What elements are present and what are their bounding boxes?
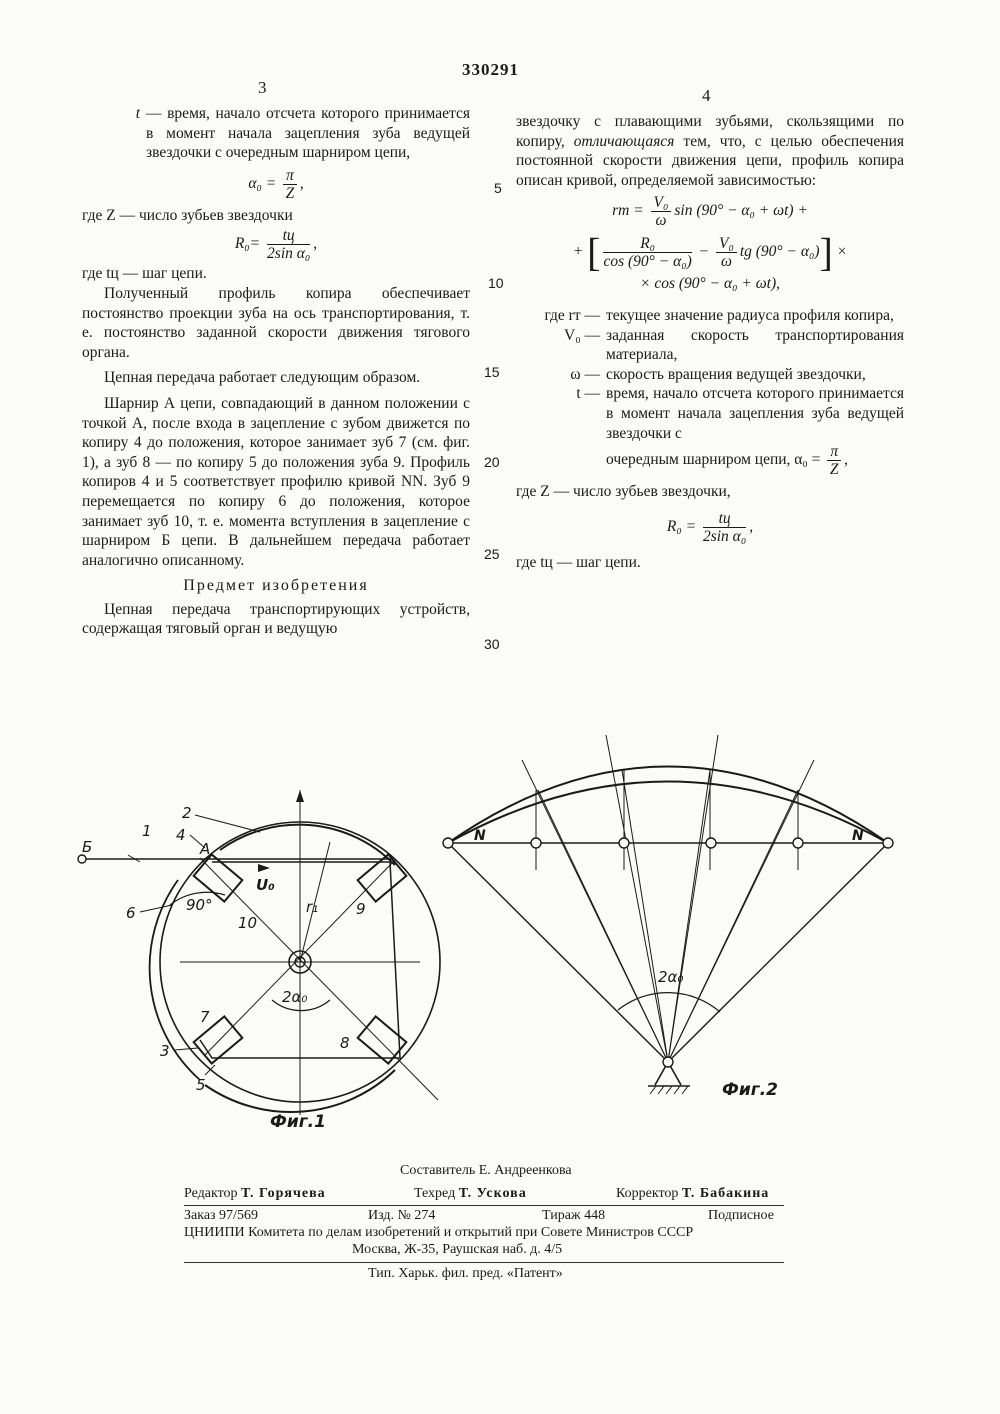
def-t	[516, 384, 904, 443]
r-num: tц	[267, 227, 310, 245]
paragraph-1: Полученный профиль копира обеспечивает постоянство проекции зуба на ось транспортирования, т. е. постоянство заданной скорости движения тягового органа.	[82, 284, 470, 361]
compiler-line: Составитель Е. Андреенкова	[400, 1163, 572, 1178]
rt-line2-rest: tg (90° − α₀)	[739, 243, 820, 261]
right-column	[516, 112, 904, 572]
line-number-30: 30	[484, 636, 500, 652]
pivot-node	[663, 1057, 673, 1067]
label-90: 90°	[186, 896, 213, 914]
ray-1	[448, 843, 668, 1062]
alpha-formula	[82, 167, 470, 202]
def-key: где rт —	[544, 306, 600, 324]
line-number-10: 10	[488, 275, 504, 291]
axis-arrow	[296, 790, 304, 802]
imprint-rule-2	[184, 1262, 784, 1263]
alpha-den: Z	[285, 184, 295, 202]
rt-f1-num: R₀	[603, 235, 691, 253]
line-number-5: 5	[494, 180, 502, 196]
rt-f2-num: V₀	[716, 235, 737, 253]
label-r1: r₁	[306, 898, 319, 916]
ray-4b	[622, 770, 668, 1062]
label-1: 1	[142, 822, 152, 840]
r-num-right: tц	[703, 510, 746, 528]
diagonal-a	[200, 858, 438, 1100]
claim-continuation	[516, 112, 904, 190]
r-formula	[82, 227, 470, 262]
t-symbol: t	[135, 105, 140, 122]
leader-3	[175, 1048, 198, 1050]
node	[793, 838, 803, 848]
section-heading: Предмет изобретения	[183, 577, 369, 595]
line-number-25: 25	[484, 546, 500, 562]
tech-label: Техред	[414, 1186, 456, 1201]
alpha-tail: ,	[299, 174, 304, 192]
tech-name: Т. Ускова	[458, 1186, 527, 1201]
node	[619, 838, 629, 848]
node	[443, 838, 453, 848]
figure-1	[70, 780, 450, 1130]
rt-f0-num: V₀	[651, 194, 672, 212]
r-lhs: R₀=	[234, 235, 261, 253]
order-number: Заказ 97/569	[184, 1208, 258, 1223]
hatching	[650, 1086, 688, 1094]
rt-f2-den: ω	[720, 253, 732, 271]
t-description: — время, начало отсчета которого принимается в момент начала зацепления зуба ведущей звездочки с очередным шарниром цепи,	[146, 105, 470, 162]
def-v0	[516, 326, 904, 365]
rt-formula-line-2: + [ $\frac{\text{R₀}}{\text{cos (90° − α₀)}}$ − $\frac{\text{V₀}}{\omega}$ tg (90° − α₀)] ×	[572, 229, 848, 275]
label-A: A	[200, 840, 211, 858]
rt-formula-line-1	[516, 194, 904, 229]
line-number-15: 15	[484, 364, 500, 380]
chain-num: π	[827, 443, 841, 461]
leader-2	[195, 815, 260, 832]
paragraph-4: Цепная передача транспортирующих устройств, содержащая тяговый орган и ведущую	[82, 600, 470, 638]
chain-line: очередным шарниром цепи, α₀ =	[606, 451, 821, 469]
chain-tail: ,	[844, 451, 848, 469]
def-key: V₀ —	[564, 326, 600, 344]
rt-f0-den: ω	[655, 212, 667, 230]
leader-6	[140, 905, 172, 912]
printer-line: Тип. Харьк. фил. пред. «Патент»	[368, 1266, 563, 1281]
claim-emphasis: отличающаяся	[573, 132, 675, 150]
label-4: 4	[176, 826, 186, 844]
label-U0: U₀	[256, 876, 275, 894]
imprint-rule-1	[184, 1205, 784, 1206]
label-B: Б	[82, 838, 93, 856]
node	[531, 838, 541, 848]
figure-1-caption: Фиг.1	[270, 1112, 326, 1132]
label-N-right: N	[852, 828, 864, 844]
claim-text-2: тем, что, с целью обеспечения постоянной скорости движения цепи, профиль копира описан кривой, определяемой зависимостью:	[516, 132, 905, 189]
rt-plus: +	[572, 243, 584, 261]
t-line: где tц — шаг цепи.	[82, 265, 207, 283]
outer-arc	[448, 767, 888, 844]
editor-line	[184, 1186, 326, 1202]
r-formula-right	[516, 510, 904, 545]
def-key: ω —	[570, 365, 600, 383]
rt-times: ×	[836, 243, 848, 261]
label-3: 3	[160, 1042, 170, 1060]
paragraph-3: Шарнир А цепи, совпадающий в данном положении с точкой А, после входа в зацепление с зубом движется по копиру 4 до положения, которое занимает зуб 7 (см. фиг. 1), а зуб 8 — по копиру 5 до положения зуба 9. Профиль копиров 4 и 5 соответствует профилю кривой NN. Зуб 9 перемещается по копиру 6 до положения, которое занимает зуб 10, т. е. момента вступления в зацепление с шарниром Б цепи. В дальнейшем передача работает аналогично описанному.	[82, 394, 470, 569]
chain-den: Z	[829, 461, 839, 479]
def-rt	[516, 306, 904, 326]
ray-2	[668, 843, 888, 1062]
rt-f1-den: cos (90° − α₀)	[603, 253, 692, 271]
podpisnoe: Подписное	[708, 1208, 774, 1223]
def-value: скорость вращения ведущей звездочки,	[606, 365, 866, 383]
izd-number: Изд. № 274	[368, 1208, 436, 1223]
t-line-right: где tц — шаг цепи.	[516, 553, 641, 571]
rt-lhs: rт =	[612, 202, 644, 220]
inner-arc-NN	[448, 782, 888, 844]
editor-label: Редактор	[184, 1186, 238, 1201]
angle-arc-2	[618, 993, 720, 1012]
r-den: 2sin α₀	[267, 245, 311, 263]
label-9: 9	[356, 900, 366, 918]
r-tail-right: ,	[749, 517, 754, 535]
rt-minus: −	[698, 243, 710, 261]
def-value: заданная скорость транспортирования материала,	[606, 326, 904, 364]
z-line: где Z — число зубьев звездочки	[82, 206, 293, 224]
page-number-right: 4	[702, 86, 711, 105]
org-line: ЦНИИПИ Комитета по делам изобретений и открытий при Совете Министров СССР	[184, 1225, 694, 1240]
label-7: 7	[200, 1008, 210, 1026]
ray-4	[606, 735, 668, 1062]
label-2: 2	[182, 804, 192, 822]
label-N-left: N	[474, 828, 486, 844]
r-tail: ,	[313, 235, 318, 253]
label-10: 10	[238, 914, 258, 932]
page-number-left: 3	[258, 78, 267, 97]
left-column	[82, 104, 470, 639]
node	[706, 838, 716, 848]
editor-name: Т. Горячева	[241, 1186, 326, 1201]
line-number-20: 20	[484, 454, 500, 470]
figure-2	[440, 730, 920, 1110]
label-2alpha0: 2α₀	[282, 988, 308, 1006]
label-8: 8	[340, 1034, 350, 1052]
patent-number: 330291	[462, 60, 519, 79]
ray-3b	[538, 790, 668, 1062]
address-line: Москва, Ж-35, Раушская наб. д. 4/5	[352, 1242, 563, 1257]
def-value: время, начало отсчета которого принимается в момент начала зацепления зуба ведущей звездочки с	[606, 385, 904, 442]
label-2alpha0-fig2: 2α₀	[658, 968, 684, 986]
corr-name: Т. Бабакина	[681, 1186, 770, 1201]
tirazh: Тираж 448	[542, 1208, 606, 1223]
corr-label: Корректор	[616, 1186, 679, 1201]
figure-2-caption: Фиг.2	[722, 1080, 778, 1100]
z-line-right: где Z — число зубьев звездочки,	[516, 483, 731, 501]
r-lhs-right: R₀ =	[666, 517, 697, 535]
def-omega	[516, 365, 904, 385]
chain-end-dot	[78, 855, 86, 863]
paragraph-2: Цепная передача работает следующим образом.	[104, 369, 421, 387]
velocity-arrow	[258, 864, 270, 872]
definition-list	[516, 306, 904, 478]
r-den-right: 2sin α₀	[702, 527, 747, 545]
label-6: 6	[126, 904, 136, 922]
def-t-cont	[516, 443, 904, 478]
label-5: 5	[196, 1076, 206, 1094]
rt-formula-line-3: × cos (90° − α₀ + ωt),	[640, 275, 780, 293]
node	[883, 838, 893, 848]
t-definition	[82, 104, 470, 163]
tech-line	[414, 1186, 527, 1202]
rt-line1-rest: sin (90° − α₀ + ωt) +	[674, 202, 808, 220]
alpha-num: π	[283, 167, 297, 185]
def-key: t —	[576, 385, 600, 403]
corrector-line	[616, 1186, 769, 1202]
def-value: текущее значение радиуса профиля копира,	[606, 306, 894, 324]
claim-text-1: звездочку с плавающими зубьями, скользящими по копиру,	[516, 113, 904, 150]
alpha-lhs: α₀ =	[248, 174, 277, 192]
